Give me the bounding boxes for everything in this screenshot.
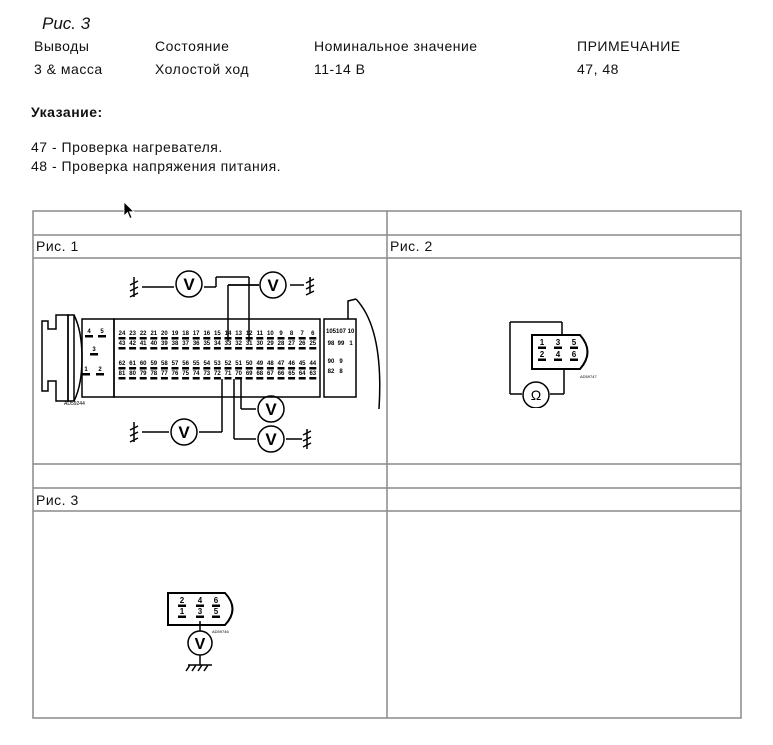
pin-terminal: [309, 377, 316, 380]
fig1-meter-4: V: [265, 400, 277, 419]
pin-label: 1: [539, 338, 545, 347]
pin-terminal: [129, 367, 136, 370]
pin-label: 1: [84, 367, 88, 373]
pin-terminal: [214, 337, 221, 340]
pin-label: 60: [139, 361, 147, 367]
pin-label: 37: [182, 341, 189, 347]
pin-label: 78: [150, 371, 158, 377]
fig1-meter-2: V: [267, 276, 279, 295]
header-state: Состояние: [155, 38, 230, 54]
pin-terminal: [288, 377, 295, 380]
pin-terminal: [225, 377, 232, 380]
pin-terminal: [150, 347, 157, 350]
pin-terminal: [161, 337, 168, 340]
header-pins: Выводы: [34, 38, 90, 54]
fig3-code: AD59746: [212, 629, 229, 634]
pin-terminal: [256, 337, 263, 340]
pin-label: 28: [277, 341, 285, 347]
pin-terminal: [140, 367, 147, 370]
pin-terminal: [203, 337, 210, 340]
pin-label: 79: [139, 371, 147, 377]
pin-terminal: [203, 347, 210, 350]
pin-label: 81: [118, 371, 126, 377]
pin-terminal: [235, 367, 242, 370]
pin-terminal: [299, 367, 306, 370]
pin-terminal: [182, 367, 189, 370]
pin-terminal: [267, 347, 274, 350]
pin-terminal: [182, 337, 189, 340]
row-nominal: 11-14 В: [314, 61, 366, 77]
fig1-caption: Рис. 1: [36, 238, 79, 254]
pin-label: 68: [256, 371, 264, 377]
pin-label: 43: [118, 341, 126, 347]
mouse-cursor-icon: [123, 201, 137, 221]
fig2-code: AD59747: [580, 374, 597, 379]
pin-label: 15: [214, 331, 221, 337]
note-48: 48 - Проверка напряжения питания.: [31, 158, 282, 174]
pin-terminal: [129, 337, 136, 340]
pin-label: 90: [327, 359, 335, 365]
pin-terminal: [278, 377, 285, 380]
pin-terminal: [256, 347, 263, 350]
pin-label: 10: [267, 331, 274, 337]
pin-label: 27: [288, 341, 295, 347]
pin-terminal: [129, 347, 136, 350]
fig1-meter-3: V: [178, 423, 190, 442]
pin-label: 45: [298, 361, 306, 367]
row-pins: 3 & масса: [34, 61, 103, 77]
pin-terminal: [309, 347, 316, 350]
pin-terminal: [570, 359, 578, 362]
pin-terminal: [203, 367, 210, 370]
pin-terminal: [288, 367, 295, 370]
pin-terminal: [214, 347, 221, 350]
pin-terminal: [299, 377, 306, 380]
pin-label: 20: [161, 331, 168, 337]
pin-label: 72: [214, 371, 221, 377]
pin-terminal: [278, 337, 285, 340]
pin-terminal: [129, 377, 136, 380]
pin-terminal: [119, 337, 126, 340]
pin-terminal: [214, 367, 221, 370]
pin-label: 12: [245, 331, 253, 337]
page-title: Рис. 3: [42, 14, 91, 33]
pin-label: 41: [139, 341, 147, 347]
header-nominal: Номинальное значение: [314, 38, 478, 54]
pin-label: 66: [277, 371, 285, 377]
pin-terminal: [288, 337, 295, 340]
pin-terminal: [538, 359, 546, 362]
pin-terminal: [256, 377, 263, 380]
fig1-code: AD59244: [64, 401, 85, 407]
pin-terminal: [178, 616, 186, 619]
pin-label: 6: [571, 350, 577, 359]
pin-label: 16: [203, 331, 211, 337]
pin-label: 2: [98, 367, 102, 373]
pin-label: 107: [335, 329, 347, 335]
pin-label: 71: [224, 371, 232, 377]
instruction-label: Указание:: [31, 104, 103, 120]
pin-label: 6: [311, 331, 315, 337]
pin-label: 105: [325, 329, 337, 335]
pin-terminal: [203, 377, 210, 380]
pin-label: 59: [150, 361, 158, 367]
fig2-diagram: [500, 318, 610, 408]
pin-terminal: [256, 367, 263, 370]
pin-terminal: [225, 347, 232, 350]
pin-terminal: [299, 337, 306, 340]
pin-label: 54: [203, 361, 211, 367]
pin-terminal: [235, 347, 242, 350]
pin-terminal: [278, 367, 285, 370]
pin-label: 17: [192, 331, 200, 337]
pin-label: 7: [300, 331, 304, 337]
pin-terminal: [82, 373, 90, 376]
pin-label: 77: [161, 371, 168, 377]
pin-terminal: [161, 377, 168, 380]
pin-terminal: [119, 377, 126, 380]
pin-terminal: [140, 347, 147, 350]
pin-label: 23: [129, 331, 136, 337]
pin-terminal: [309, 337, 316, 340]
fig1-meter-1: V: [183, 275, 195, 294]
pin-terminal: [193, 377, 200, 380]
pin-label: 61: [129, 361, 136, 367]
pin-terminal: [193, 367, 200, 370]
pin-terminal: [193, 347, 200, 350]
pin-label: 5: [571, 338, 577, 347]
fig1-meter-5: V: [265, 430, 277, 449]
pin-label: 10: [347, 329, 355, 335]
pin-terminal: [172, 377, 179, 380]
pin-terminal: [182, 377, 189, 380]
pin-label: 76: [171, 371, 179, 377]
pin-label: 35: [203, 341, 211, 347]
pin-terminal: [225, 337, 232, 340]
pin-terminal: [235, 337, 242, 340]
pin-label: 14: [224, 331, 232, 337]
pin-terminal: [278, 347, 285, 350]
pin-label: 55: [192, 361, 200, 367]
pin-label: 49: [256, 361, 264, 367]
pin-label: 44: [309, 361, 317, 367]
pin-label: 8: [339, 369, 343, 375]
pin-terminal: [225, 367, 232, 370]
pin-label: 31: [245, 341, 253, 347]
fig3-diagram: [160, 585, 270, 675]
pin-terminal: [246, 377, 253, 380]
pin-label: 19: [171, 331, 179, 337]
pin-label: 5: [100, 329, 104, 335]
pin-label: 42: [129, 341, 136, 347]
pin-label: 5: [213, 607, 219, 616]
fig2-ohm-meter: Ω: [530, 387, 542, 403]
row-note: 47, 48: [577, 61, 619, 77]
pin-terminal: [140, 337, 147, 340]
pin-label: 4: [555, 350, 561, 359]
pin-label: 75: [182, 371, 189, 377]
pin-label: 50: [245, 361, 253, 367]
pin-label: 9: [339, 359, 343, 365]
pin-label: 48: [267, 361, 274, 367]
pin-terminal: [172, 367, 179, 370]
pin-terminal: [161, 347, 168, 350]
pin-label: 82: [327, 369, 335, 375]
pin-label: 33: [224, 341, 232, 347]
pin-label: 21: [150, 331, 158, 337]
pin-label: 98: [327, 341, 335, 347]
pin-label: 63: [309, 371, 317, 377]
fig3-voltmeter: V: [194, 636, 206, 653]
pin-label: 57: [171, 361, 179, 367]
pin-label: 70: [235, 371, 242, 377]
pin-terminal: [119, 347, 126, 350]
pin-terminal: [570, 347, 578, 350]
pin-terminal: [309, 367, 316, 370]
pin-label: 3: [555, 338, 561, 347]
pin-terminal: [267, 337, 274, 340]
pin-label: 18: [182, 331, 189, 337]
pin-label: 39: [161, 341, 168, 347]
pin-label: 46: [288, 361, 295, 367]
pin-terminal: [288, 347, 295, 350]
pin-label: 3: [197, 607, 203, 616]
pin-terminal: [246, 347, 253, 350]
pin-label: 4: [87, 329, 91, 335]
pin-label: 29: [267, 341, 274, 347]
pin-label: 11: [256, 331, 263, 337]
pin-label: 53: [214, 361, 221, 367]
pin-terminal: [267, 377, 274, 380]
fig3-caption: Рис. 3: [36, 492, 79, 508]
pin-terminal: [246, 337, 253, 340]
pin-label: 51: [235, 361, 242, 367]
pin-label: 9: [279, 331, 283, 337]
fig1-diagram: [34, 259, 386, 463]
pin-label: 24: [118, 331, 126, 337]
pin-label: 30: [256, 341, 264, 347]
note-47: 47 - Проверка нагревателя.: [31, 139, 223, 155]
pin-label: 69: [245, 371, 253, 377]
pin-label: 99: [337, 341, 345, 347]
pin-label: 3: [92, 347, 96, 353]
pin-label: 6: [213, 596, 219, 605]
pin-terminal: [140, 377, 147, 380]
pin-label: 1: [179, 607, 185, 616]
pin-terminal: [554, 359, 562, 362]
pin-terminal: [150, 377, 157, 380]
pin-label: 38: [171, 341, 179, 347]
pin-label: 8: [289, 331, 294, 337]
pin-terminal: [299, 347, 306, 350]
pin-label: 2: [179, 596, 185, 605]
pin-label: 13: [235, 331, 242, 337]
pin-terminal: [246, 367, 253, 370]
pin-label: 74: [192, 371, 200, 377]
pin-terminal: [96, 373, 104, 376]
pin-label: 22: [139, 331, 147, 337]
pin-terminal: [214, 377, 221, 380]
pin-terminal: [98, 335, 106, 338]
pin-label: 26: [298, 341, 306, 347]
pin-label: 52: [224, 361, 232, 367]
pin-label: 40: [150, 341, 158, 347]
pin-terminal: [267, 367, 274, 370]
pin-terminal: [172, 337, 179, 340]
pin-terminal: [554, 347, 562, 350]
pin-label: 80: [129, 371, 136, 377]
pin-label: 2: [539, 350, 545, 359]
pin-terminal: [172, 347, 179, 350]
pin-terminal: [193, 337, 200, 340]
pin-label: 64: [298, 371, 306, 377]
pin-label: 56: [182, 361, 189, 367]
pin-terminal: [90, 353, 98, 356]
pin-label: 65: [288, 371, 295, 377]
pin-label: 25: [309, 341, 317, 347]
pin-label: 73: [203, 371, 211, 377]
pin-label: 58: [161, 361, 168, 367]
pin-label: 67: [267, 371, 274, 377]
pin-terminal: [150, 337, 157, 340]
pin-label: 34: [214, 341, 221, 347]
pin-terminal: [235, 377, 242, 380]
pin-label: 47: [277, 361, 285, 367]
pin-terminal: [196, 616, 204, 619]
pin-terminal: [85, 335, 93, 338]
pin-terminal: [538, 347, 546, 350]
fig2-caption: Рис. 2: [390, 238, 433, 254]
header-note: ПРИМЕЧАНИЕ: [577, 38, 681, 54]
pin-label: 4: [197, 596, 203, 605]
pin-terminal: [150, 367, 157, 370]
pin-label: 36: [192, 341, 200, 347]
pin-label: 62: [118, 361, 126, 367]
pin-label: 1: [349, 341, 353, 347]
pin-label: 32: [235, 341, 242, 347]
pin-terminal: [212, 616, 220, 619]
pin-terminal: [161, 367, 168, 370]
row-state: Холостой ход: [155, 61, 250, 77]
pin-terminal: [182, 347, 189, 350]
pin-terminal: [119, 367, 126, 370]
